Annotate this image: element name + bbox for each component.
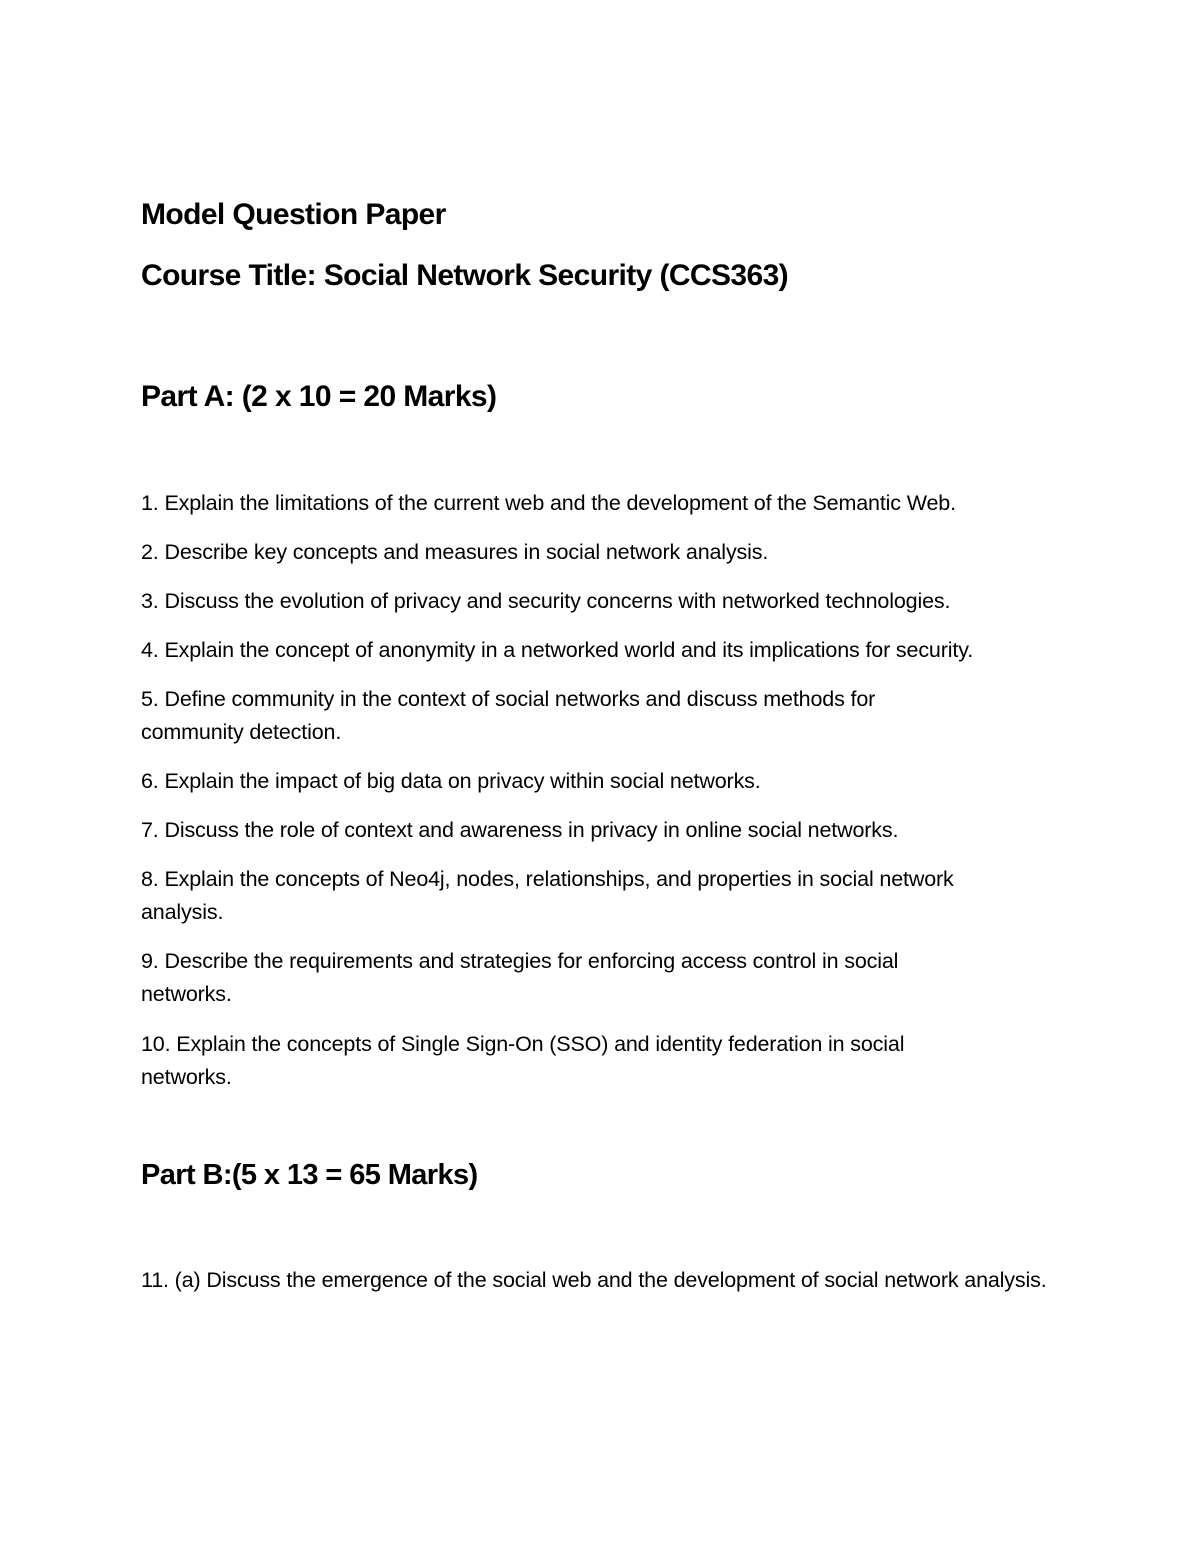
question-1: 1. Explain the limitations of the current web and the development of the Semantic Web. xyxy=(141,491,956,515)
part-a-heading: Part A: (2 x 10 = 20 Marks) xyxy=(141,380,497,413)
question-9: 9. Describe the requirements and strategies for enforcing access control in social networks. xyxy=(141,949,899,1006)
question-5: 5. Define community in the context of social networks and discuss methods for community detection. xyxy=(141,687,876,744)
question-7: 7. Discuss the role of context and awareness in privacy in online social networks. xyxy=(141,818,899,842)
part-b-heading: Part B:(5 x 13 = 65 Marks) xyxy=(141,1159,478,1191)
question-6: 6. Explain the impact of big data on privacy within social networks. xyxy=(141,769,761,793)
question-3: 3. Discuss the evolution of privacy and security concerns with networked technologies. xyxy=(141,589,951,613)
question-8: 8. Explain the concepts of Neo4j, nodes, relationships, and properties in social network analysis. xyxy=(141,867,954,924)
page-title: Model Question Paper xyxy=(141,198,446,231)
question-11a: 11. (a) Discuss the emergence of the social web and the development of social network analysis. xyxy=(141,1268,1047,1292)
question-10: 10. Explain the concepts of Single Sign-On (SSO) and identity federation in social networks. xyxy=(141,1032,905,1089)
question-4: 4. Explain the concept of anonymity in a networked world and its implications for security. xyxy=(141,638,974,662)
question-2: 2. Describe key concepts and measures in social network analysis. xyxy=(141,540,769,564)
course-title: Course Title: Social Network Security (CCS363) xyxy=(141,259,789,292)
